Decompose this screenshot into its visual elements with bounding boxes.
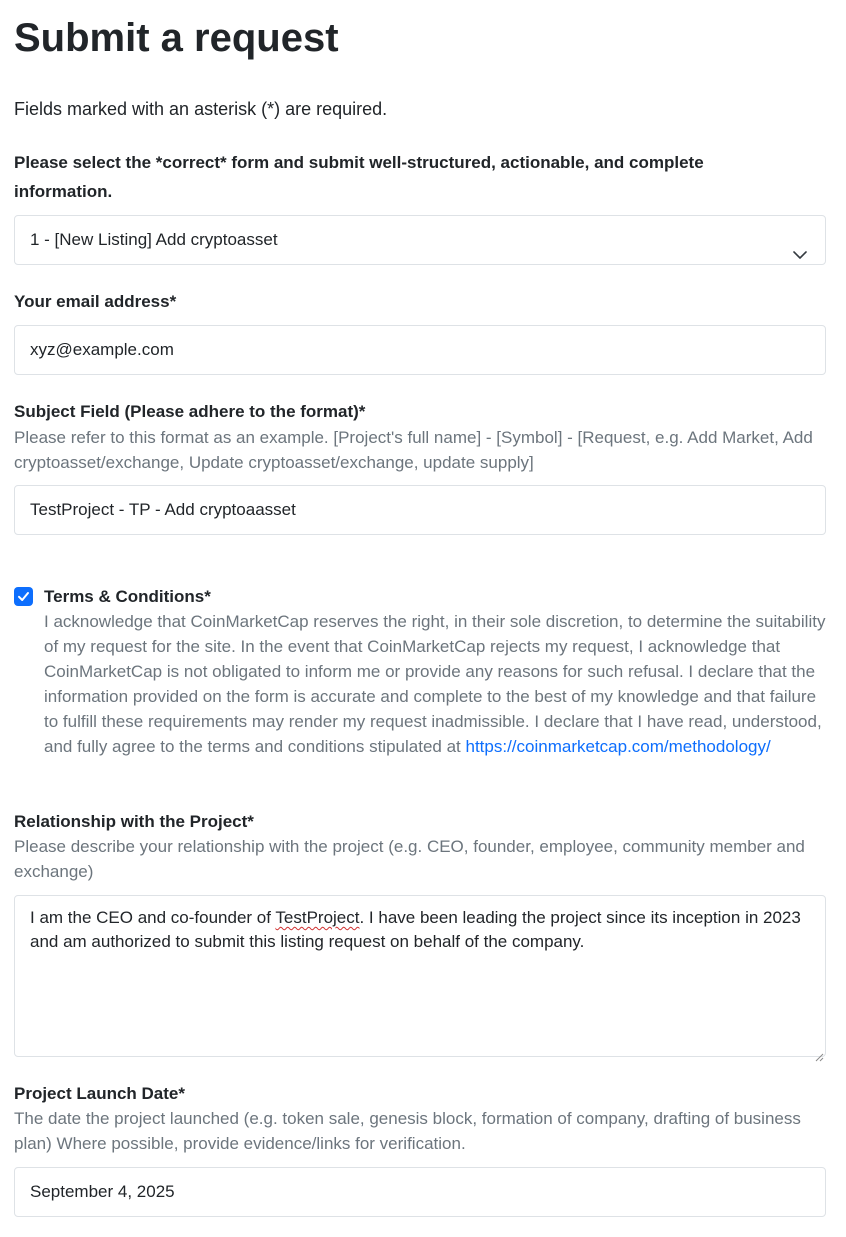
- page-title: Submit a request: [14, 16, 339, 60]
- relationship-help: Please describe your relationship with the project (e.g. CEO, founder, employee, community member and exchange): [14, 837, 805, 881]
- relationship-text-after: . I have been leading the project since its inception in 2023 and am authorized to submit this listing request on behalf of the company.: [30, 908, 801, 951]
- form-select-value: 1 - [New Listing] Add cryptoasset: [30, 230, 278, 249]
- methodology-link[interactable]: https://coinmarketcap.com/methodology/: [465, 737, 771, 756]
- misspelled-word: TestProject: [275, 908, 360, 927]
- email-label: Your email address*: [14, 292, 177, 311]
- subject-help: Please refer to this format as an example. [Project's full name] - [Symbol] - [Request, e.g. Add Market, Add cryptoasset/exchange, Update cryptoasset/exchange, update supply]: [14, 428, 813, 472]
- check-icon: [17, 590, 30, 603]
- terms-checkbox[interactable]: [14, 587, 33, 606]
- resize-handle-icon[interactable]: [814, 1045, 824, 1055]
- subject-label: Subject Field (Please adhere to the format)*: [14, 402, 366, 421]
- subject-field[interactable]: [14, 485, 826, 535]
- email-value: xyz@example.com: [30, 340, 174, 359]
- launch-date-label: Project Launch Date*: [14, 1084, 185, 1103]
- relationship-text-before: I am the CEO and co-founder of: [30, 908, 276, 927]
- form-select[interactable]: [14, 215, 826, 265]
- email-field[interactable]: [14, 325, 826, 375]
- subject-value: TestProject - TP - Add cryptoaasset: [30, 500, 296, 519]
- launch-date-field[interactable]: [14, 1167, 826, 1217]
- required-note: Fields marked with an asterisk (*) are required.: [14, 99, 388, 119]
- relationship-textarea[interactable]: [14, 895, 826, 1057]
- form-select-label: Please select the *correct* form and submit well-structured, actionable, and complete information.: [14, 153, 704, 201]
- terms-text-block: [44, 609, 826, 759]
- relationship-label: Relationship with the Project*: [14, 812, 254, 831]
- chevron-down-icon: [793, 233, 807, 247]
- terms-text: I acknowledge that CoinMarketCap reserves the right, in their sole discretion, to determine the suitability of my request for the site. In the event that CoinMarketCap rejects my request, I acknowledge that CoinMarketCap is not obligated to inform me or provide any reasons for such refusal. I declare that the information provided on the form is accurate and complete to the best of my knowledge and that failure to fulfill these requirements may render my request inadmissible. I declare that I have read, understood, and fully agree to the terms and conditions stipulated at: [44, 612, 826, 756]
- launch-date-value: September 4, 2025: [30, 1182, 175, 1201]
- terms-label: Terms & Conditions*: [44, 587, 211, 606]
- launch-date-help: The date the project launched (e.g. token sale, genesis block, formation of company, drafting of business plan) Where possible, provide evidence/links for verification.: [14, 1109, 801, 1153]
